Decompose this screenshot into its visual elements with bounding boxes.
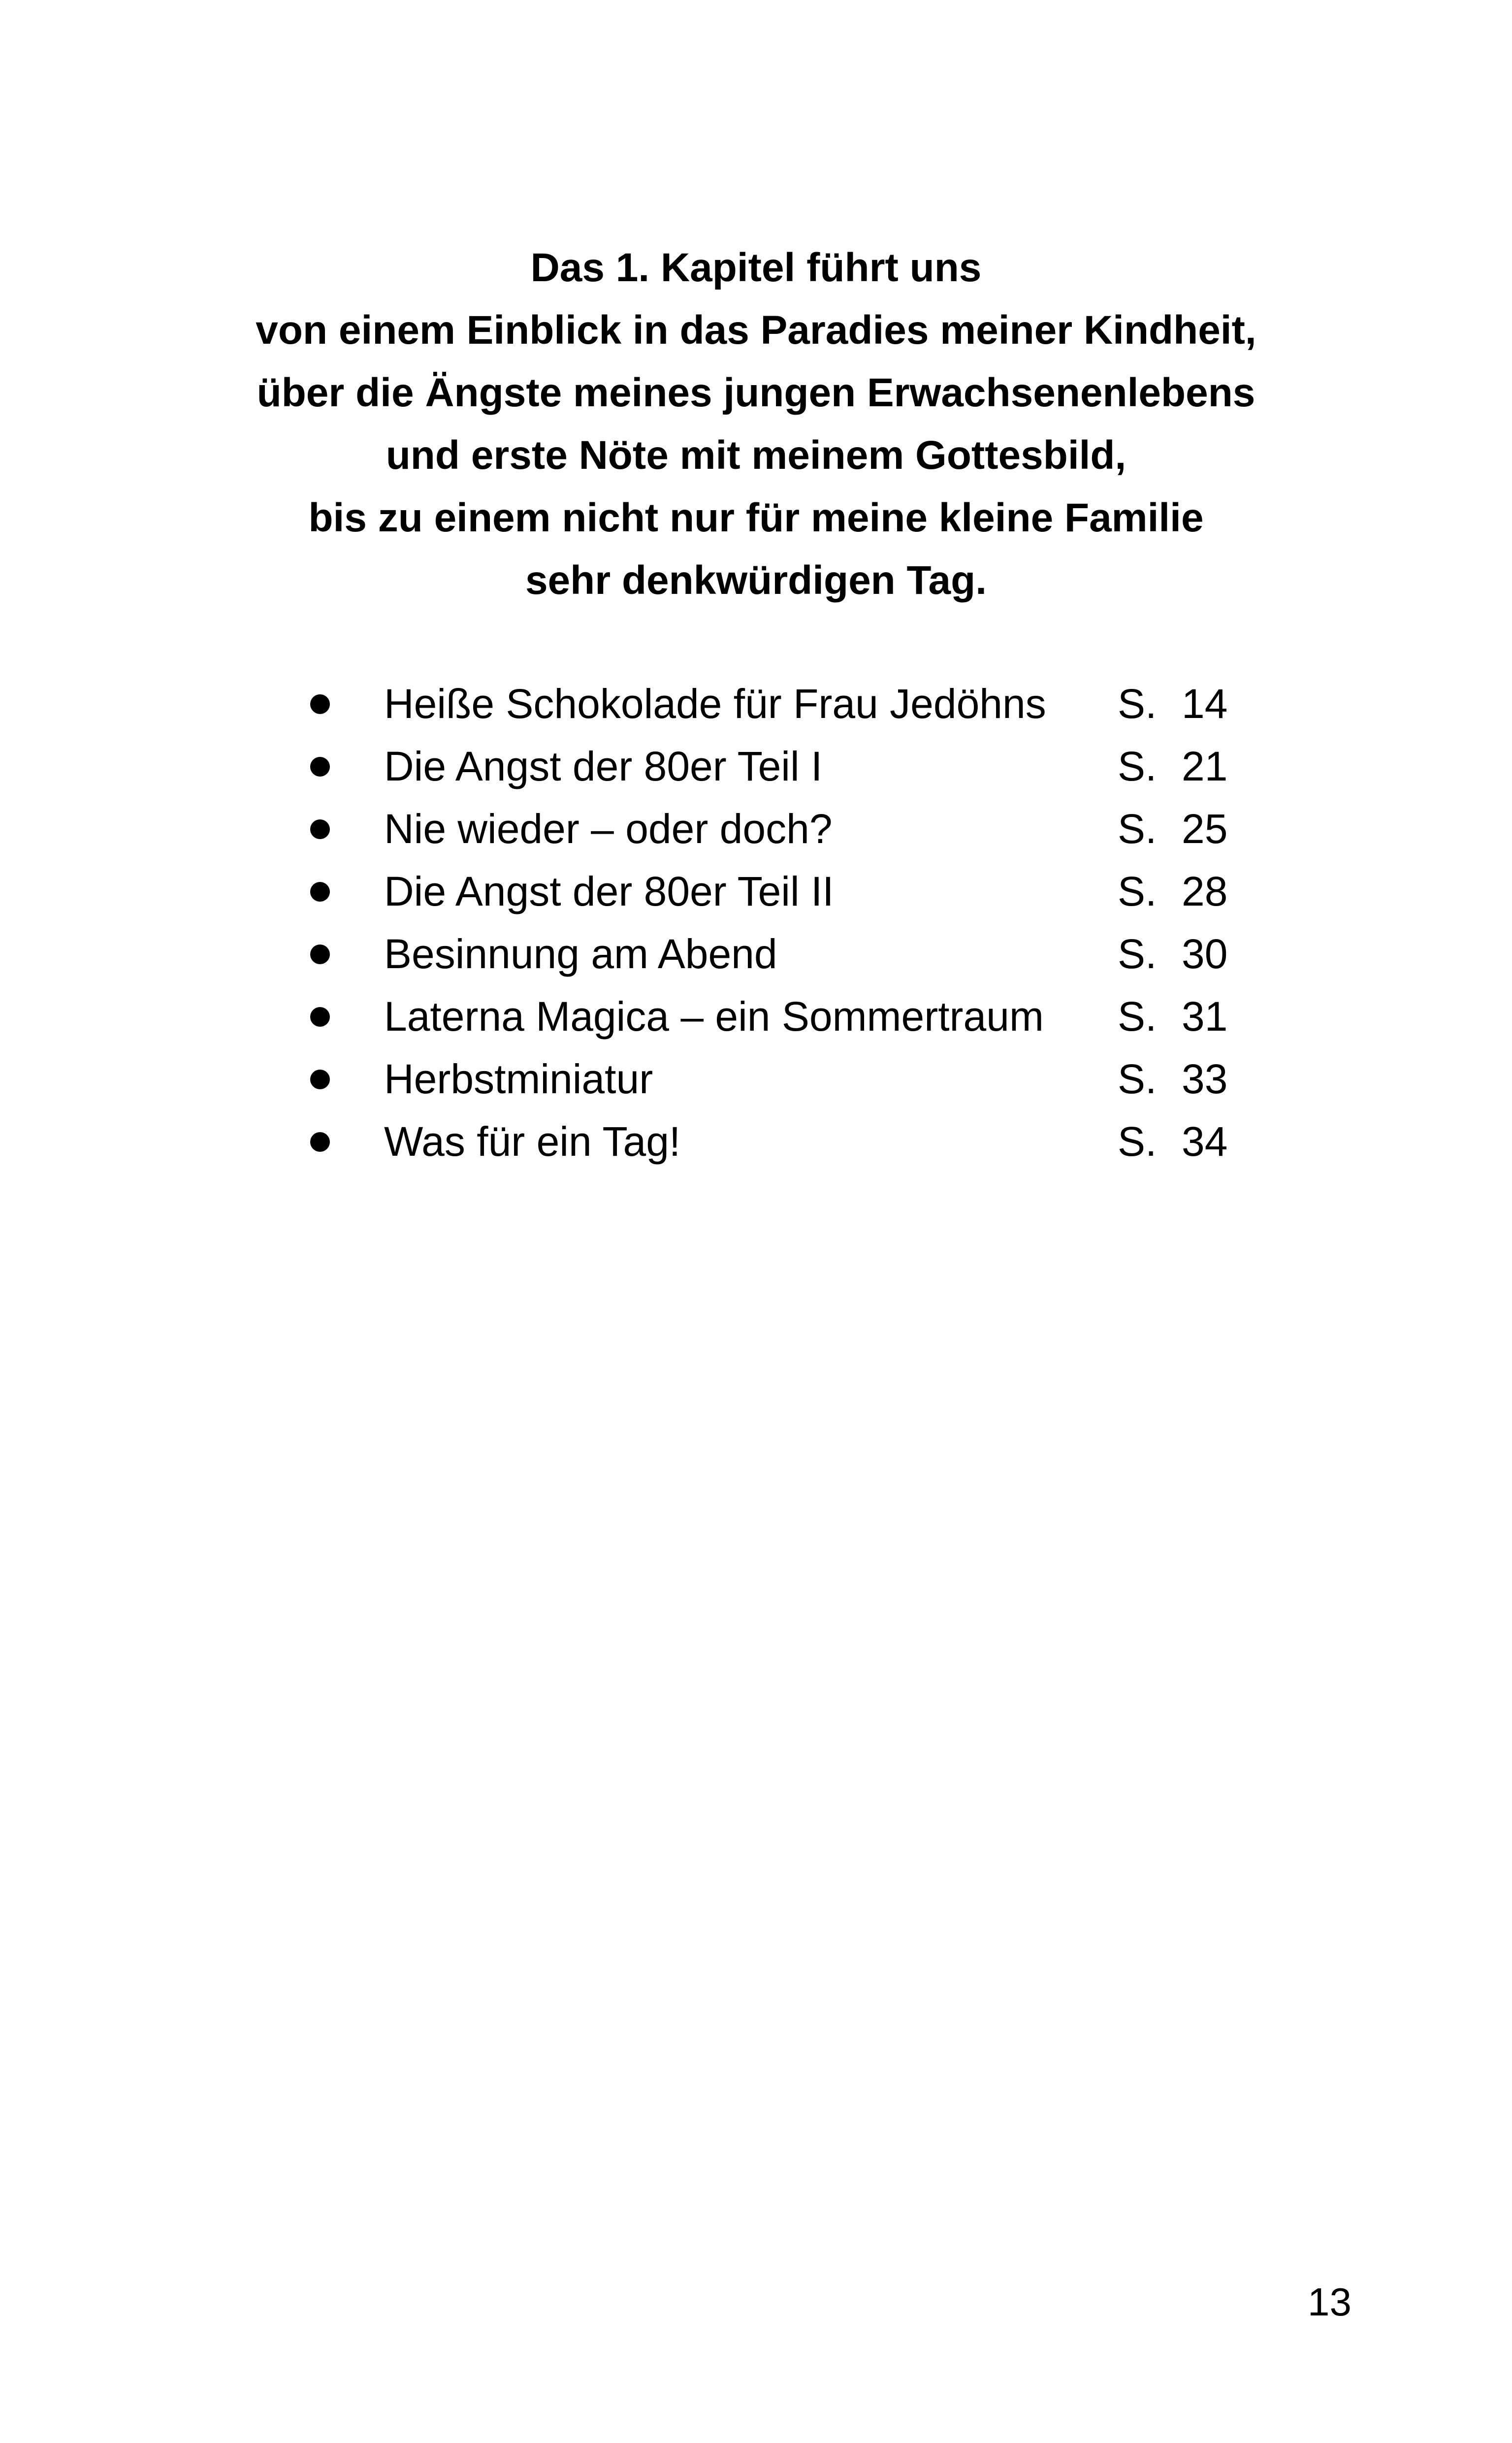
toc-entry-title: Die Angst der 80er Teil II: [384, 868, 834, 914]
toc-page-number: 34: [1182, 1118, 1228, 1165]
toc-entry-title: Nie wieder – oder doch?: [384, 806, 833, 852]
toc-page-number: 21: [1182, 743, 1228, 789]
bullet-icon: [310, 882, 330, 902]
toc-entry-title: Herbstminiatur: [384, 1056, 653, 1102]
intro-line: bis zu einem nicht nur für meine kleine Familie: [308, 495, 1204, 540]
chapter-intro: [0, 236, 1512, 612]
toc-page-number: 33: [1182, 1056, 1228, 1102]
toc-entry: [300, 985, 1285, 1048]
toc-page-prefix: S.: [1118, 681, 1157, 727]
toc-page-prefix: S.: [1118, 931, 1157, 977]
toc-entry: [300, 1048, 1285, 1110]
intro-line: Das 1. Kapitel führt uns: [530, 245, 982, 290]
bullet-icon: [310, 1070, 330, 1089]
toc-entry: [300, 735, 1285, 798]
toc-page-number: 28: [1182, 868, 1228, 914]
toc-entry-title: Was für ein Tag!: [384, 1118, 681, 1165]
bullet-icon: [310, 757, 330, 777]
intro-line: sehr denkwürdigen Tag.: [525, 558, 987, 603]
toc-page-number: 25: [1182, 806, 1228, 852]
toc-entry: [300, 798, 1285, 860]
toc-entry: [300, 673, 1285, 735]
bullet-icon: [310, 1007, 330, 1027]
toc-page-prefix: S.: [1118, 993, 1157, 1040]
toc-page-prefix: S.: [1118, 806, 1157, 852]
intro-line: von einem Einblick in das Paradies meiner Kindheit,: [256, 308, 1256, 353]
toc-entry-title: Die Angst der 80er Teil I: [384, 743, 823, 789]
toc-page-number: 31: [1182, 993, 1228, 1040]
toc-page-prefix: S.: [1118, 868, 1157, 914]
toc-page-number: 14: [1182, 681, 1228, 727]
intro-line: und erste Nöte mit meinem Gottesbild,: [386, 433, 1126, 478]
toc-entry-title: Laterna Magica – ein Sommertraum: [384, 993, 1044, 1040]
bullet-icon: [310, 694, 330, 714]
toc-page-number: 30: [1182, 931, 1228, 977]
page-number: 13: [1308, 2280, 1351, 2324]
toc-page-prefix: S.: [1118, 743, 1157, 789]
bullet-icon: [310, 819, 330, 839]
toc-entry: [300, 860, 1285, 923]
bullet-icon: [310, 1132, 330, 1152]
intro-line: über die Ängste meines jungen Erwachsenenlebens: [257, 370, 1255, 415]
toc-page-prefix: S.: [1118, 1056, 1157, 1102]
toc-entry: [300, 1110, 1285, 1173]
toc-entry-title: Besinnung am Abend: [384, 931, 777, 977]
toc-page-prefix: S.: [1118, 1118, 1157, 1165]
toc-entry: [300, 923, 1285, 985]
toc-entry-title: Heiße Schokolade für Frau Jedöhns: [384, 681, 1046, 727]
table-of-contents: [300, 673, 1285, 1173]
bullet-icon: [310, 945, 330, 964]
